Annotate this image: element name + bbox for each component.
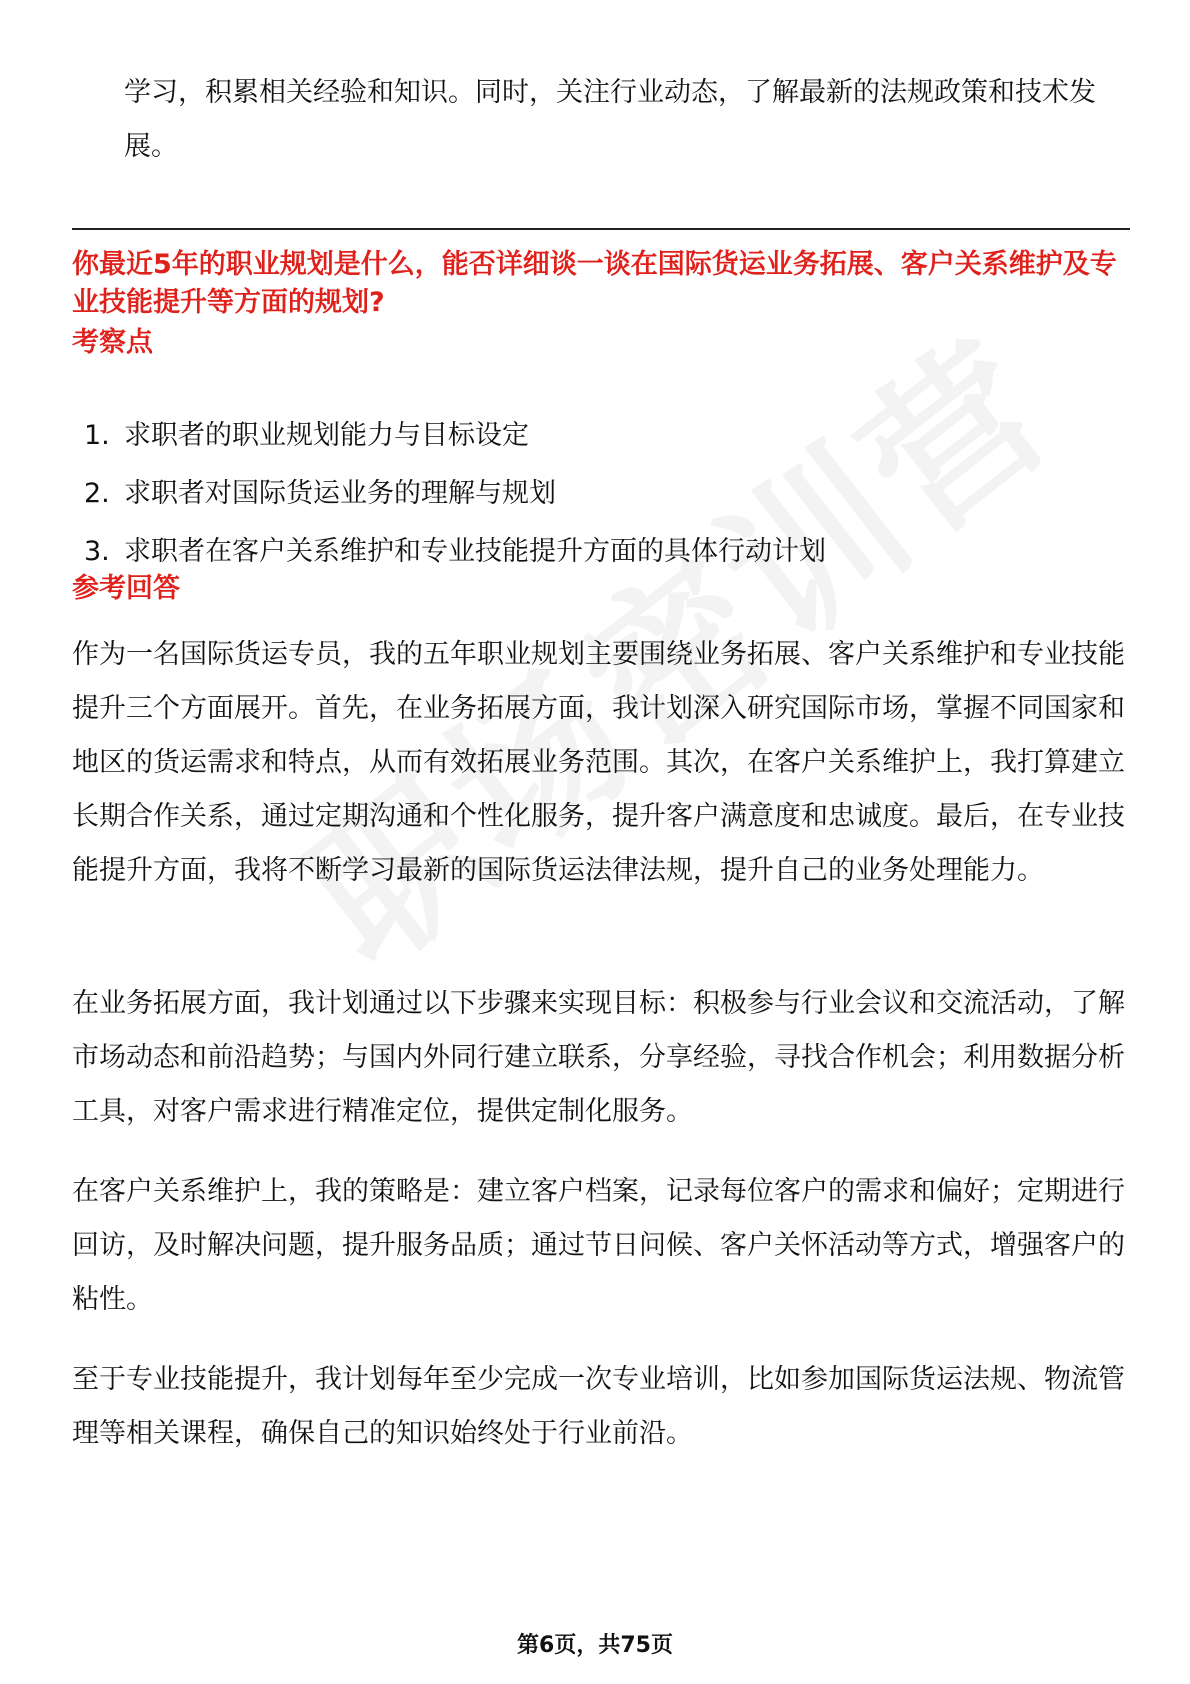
answer-paragraph: 至于专业技能提升，我计划每年至少完成一次专业培训，比如参加国际货运法规、物流管理等相关课程，确保自己的知识始终处于行业前沿。 [72, 1364, 1125, 1449]
list-text: 求职者的职业规划能力与目标设定 [124, 420, 529, 451]
list-text: 求职者对国际货运业务的理解与规划 [124, 478, 556, 509]
continued-paragraph: 学习，积累相关经验和知识。同时，关注行业动态，了解最新的法规政策和技术发展。 [124, 77, 1096, 162]
answer-paragraph: 作为一名国际货运专员，我的五年职业规划主要围绕业务拓展、客户关系维护和专业技能提升三个方面展开。首先，在业务拓展方面，我计划深入研究国际市场，掌握不同国家和地区的货运需求和特点，从而有效拓展业务范围。其次，在客户关系维护上，我打算建立长期合作关系，通过定期沟通和个性化服务，提升客户满意度和忠诚度。最后，在专业技能提升方面，我将不断学习最新的国际货运法律法规，提升自己的业务处理能力。 [72, 639, 1125, 886]
list-item [84, 475, 1124, 533]
answer-paragraph: 在业务拓展方面，我计划通过以下步骤来实现目标：积极参与行业会议和交流活动，了解市场动态和前沿趋势；与国内外同行建立联系，分享经验，寻找合作机会；利用数据分析工具，对客户需求进行精准定位，提供定制化服务。 [72, 988, 1125, 1127]
focus-heading: 考察点 [72, 327, 153, 358]
list-text: 求职者在客户关系维护和专业技能提升方面的具体行动计划 [124, 536, 826, 567]
focus-list [84, 417, 1124, 591]
list-item [84, 417, 1124, 475]
list-number: 2. [84, 478, 110, 509]
page-number: 第6页，共75页 [517, 1633, 673, 1658]
list-number: 3. [84, 536, 110, 567]
answer-heading: 参考回答 [72, 573, 180, 604]
answer-paragraph: 在客户关系维护上，我的策略是：建立客户档案，记录每位客户的需求和偏好；定期进行回访，及时解决问题，提升服务品质；通过节日问候、客户关怀活动等方式，增强客户的粘性。 [72, 1176, 1125, 1315]
list-number: 1. [84, 420, 110, 451]
list-item [84, 533, 1124, 591]
question-title: 你最近5年的职业规划是什么，能否详细谈一谈在国际货运业务拓展、客户关系维护及专业技能提升等方面的规划? [72, 249, 1117, 318]
section-divider [72, 228, 1130, 230]
